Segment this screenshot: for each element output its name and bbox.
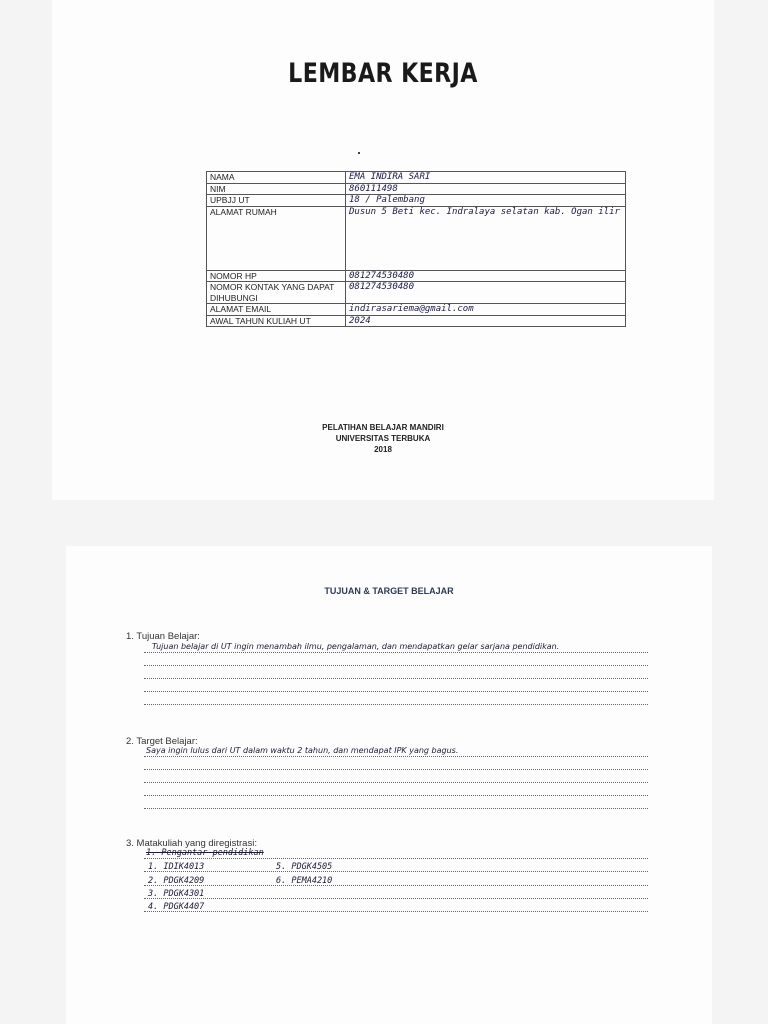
table-row	[207, 172, 626, 184]
course-item: 6. PEMA4210	[276, 876, 333, 886]
dotted-line	[144, 858, 648, 859]
worksheet-page-1	[52, 0, 714, 500]
dotted-line	[144, 898, 648, 899]
target-answer: Saya ingin lulus dari UT dalam waktu 2 tahun, dan mendapat IPK yang bagus.	[146, 746, 459, 755]
field-label: ALAMAT RUMAH	[207, 206, 346, 270]
field-value-kontak: 081274530480	[346, 282, 626, 304]
dotted-line	[144, 756, 648, 757]
dotted-line	[144, 691, 648, 692]
matakuliah-label: 3. Matakuliah yang diregistrasi:	[126, 838, 257, 849]
tujuan-answer: Tujuan belajar di UT ingin menambah ilmu, pengalaman, dan mendapatkan gelar sarjana pendidikan.	[152, 642, 560, 651]
field-label: ALAMAT EMAIL	[207, 304, 346, 316]
field-value-email: indirasariema@gmail.com	[346, 304, 626, 316]
tujuan-label: 1. Tujuan Belajar:	[126, 631, 200, 642]
field-value-tahun: 2024	[346, 315, 626, 327]
field-label: NOMOR HP	[207, 270, 346, 282]
section-title: TUJUAN & TARGET BELAJAR	[324, 586, 454, 596]
course-item: 5. PDGK4505	[276, 862, 333, 872]
field-label: NAMA	[207, 172, 346, 184]
course-item: 4. PDGK4407	[148, 902, 205, 912]
target-label: 2. Target Belajar:	[126, 736, 198, 747]
field-label: UPBJJ UT	[207, 195, 346, 207]
field-label: NIM	[207, 183, 346, 195]
course-item: 2. PDGK4209	[148, 876, 205, 886]
page-footer	[52, 422, 714, 455]
student-info-table	[206, 171, 626, 327]
course-item: 1. IDIK4013	[148, 862, 205, 872]
dotted-line	[144, 808, 648, 809]
stray-mark	[358, 152, 360, 154]
page-title: LEMBAR KERJA	[288, 58, 478, 89]
dotted-line	[144, 678, 648, 679]
field-value-hp: 081274530480	[346, 270, 626, 282]
field-value-nim: 860111498	[346, 183, 626, 195]
dotted-line	[144, 885, 648, 886]
dotted-line	[144, 911, 648, 912]
dotted-line	[144, 769, 648, 770]
dotted-line	[144, 704, 648, 705]
dotted-line	[144, 665, 648, 666]
field-value-nama: EMA INDIRA SARI	[346, 172, 626, 184]
field-value-upbjj: 18 / Palembang	[346, 195, 626, 207]
dotted-line	[144, 871, 648, 872]
footer-line: UNIVERSITAS TERBUKA	[335, 434, 431, 443]
field-label: AWAL TAHUN KULIAH UT	[207, 315, 346, 327]
table-row	[207, 183, 626, 195]
table-row	[207, 315, 626, 327]
table-row	[207, 195, 626, 207]
worksheet-page-2	[66, 546, 712, 1024]
table-row	[207, 304, 626, 316]
field-label: NOMOR KONTAK YANG DAPAT DIHUBUNGI	[207, 282, 346, 304]
table-row	[207, 270, 626, 282]
crossed-out-course: 1. Pengantar pendidikan	[146, 848, 264, 858]
course-item: 3. PDGK4301	[148, 889, 205, 899]
dotted-line	[144, 795, 648, 796]
footer-line: 2018	[374, 445, 392, 454]
table-row	[207, 206, 626, 270]
dotted-line	[144, 652, 648, 653]
footer-line: PELATIHAN BELAJAR MANDIRI	[322, 423, 444, 432]
dotted-line	[144, 782, 648, 783]
field-value-alamat: Dusun 5 Beti kec. Indralaya selatan kab. Ogan ilir	[346, 206, 626, 270]
table-row	[207, 282, 626, 304]
